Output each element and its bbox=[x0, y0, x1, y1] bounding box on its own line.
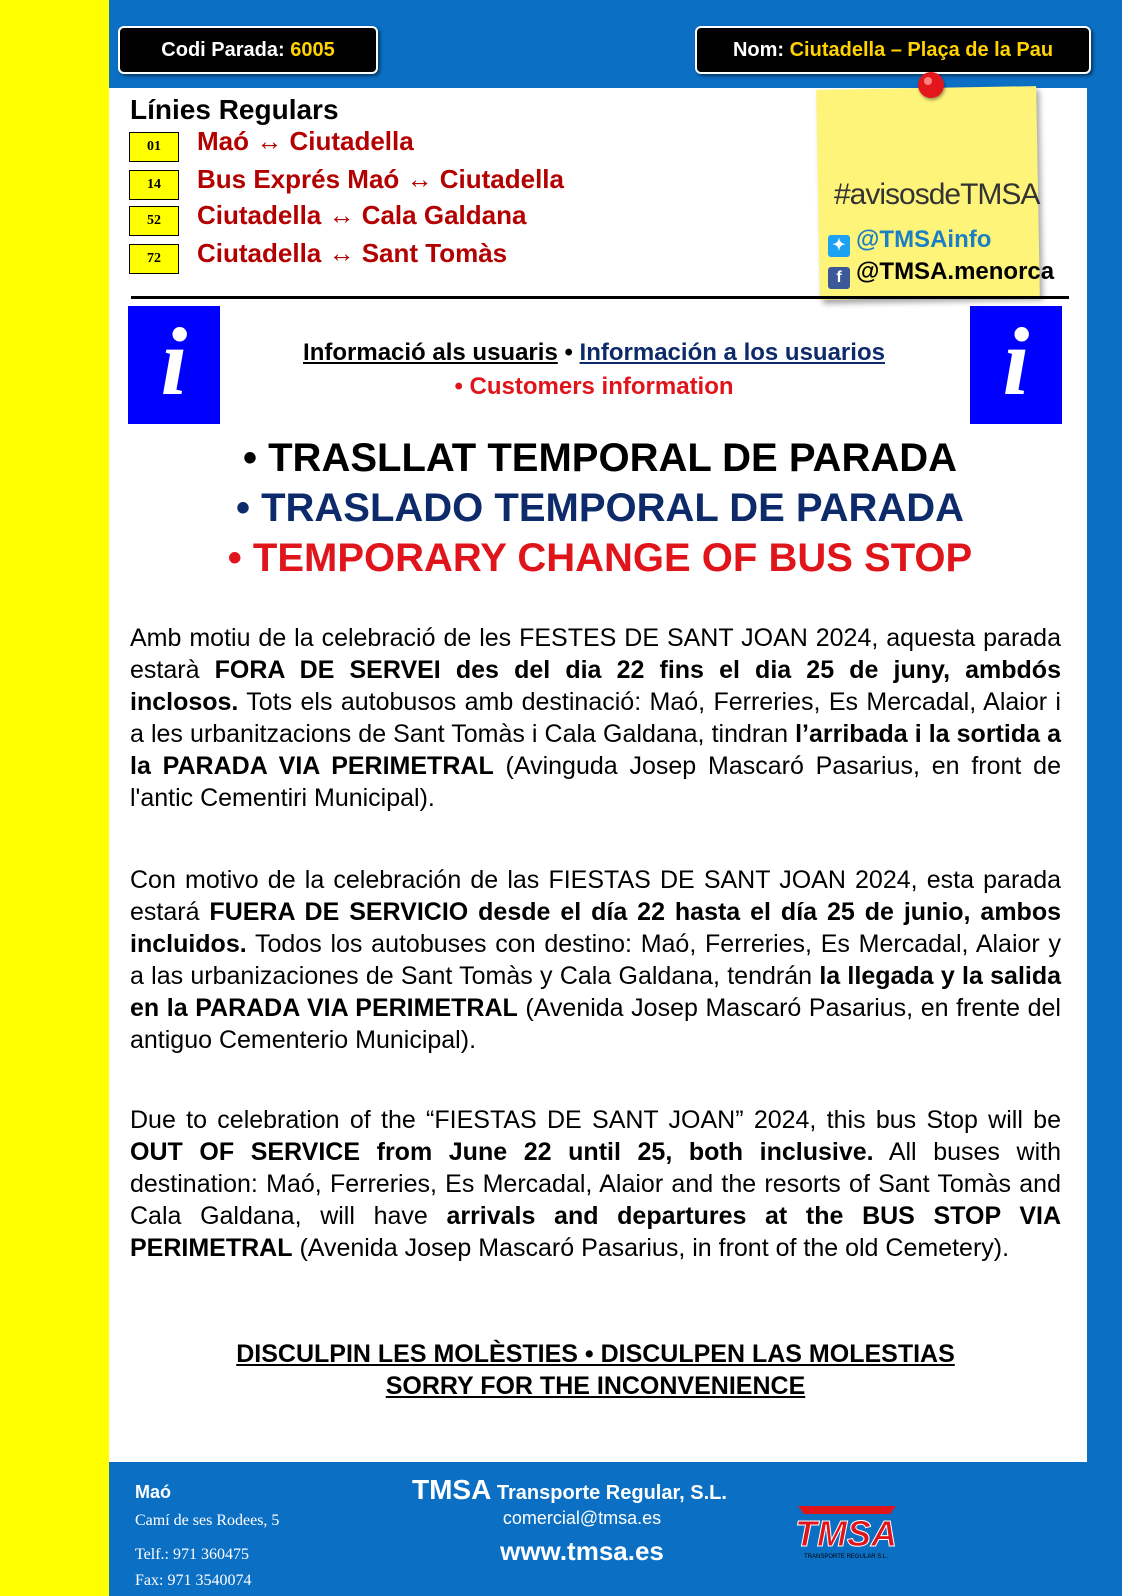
apology-line-2: SORRY FOR THE INCONVENIENCE bbox=[385, 1372, 806, 1400]
logo-text: TMSA bbox=[795, 1513, 897, 1554]
facebook-handle[interactable]: @TMSA.menorca bbox=[856, 258, 1055, 285]
text-run: (Avinguda Josep Mascaró Pasarius, en front de l'antic Cementiri Municipal). bbox=[130, 752, 1061, 812]
info-heading-sep: • bbox=[557, 339, 580, 366]
stop-code-label: Codi Parada: bbox=[161, 39, 285, 61]
bold-run: l’arribada i la sortida a la PARADA VIA PERIMETRAL bbox=[130, 720, 1061, 780]
left-yellow-band bbox=[0, 0, 109, 1596]
headline-en: • TEMPORARY CHANGE OF BUS STOP bbox=[227, 536, 973, 580]
text-run: Amb motiu de la celebració de les FESTES DE SANT JOAN 2024, aquesta parada estarà bbox=[130, 624, 1061, 684]
footer-company bbox=[412, 1474, 727, 1506]
footer-phone: Telf.: 971 360475 bbox=[135, 1546, 249, 1563]
footer-website-link[interactable]: www.tmsa.es bbox=[500, 1536, 664, 1566]
info-heading bbox=[230, 336, 958, 404]
text-run: Tots els autobusos amb destinació: Maó, Ferreries, Es Mercadal, Alaior i a les urbanitzacions de Sant Tomàs i Cala Galdana, tindran bbox=[130, 688, 1061, 748]
bold-run: arrivals and departures at the BUS STOP VIA PERIMETRAL bbox=[130, 1202, 1062, 1262]
info-heading-es: Información a los usuarios bbox=[579, 339, 885, 366]
line-name: Ciutadella ↔ Cala Galdana bbox=[197, 200, 527, 230]
info-heading-en: • Customers information bbox=[454, 373, 734, 400]
line-code-badge: 01 bbox=[129, 132, 179, 162]
tmsa-logo bbox=[790, 1500, 902, 1564]
text-run: (Avenida Josep Mascaró Pasarius, in front of the old Cemetery). bbox=[292, 1234, 1010, 1262]
twitter-icon: ✦ bbox=[828, 235, 850, 257]
footer-address: Camí de ses Rodees, 5 bbox=[135, 1512, 280, 1529]
stop-name-value: Ciutadella – Plaça de la Pau bbox=[789, 39, 1054, 61]
footer-city: Maó bbox=[135, 1482, 171, 1502]
bold-run: la llegada y la salida en la PARADA VIA PERIMETRAL bbox=[130, 962, 1062, 1022]
logo-subtext: TRANSPORTE REGULAR S.L. bbox=[804, 1554, 888, 1560]
company-full-name: Transporte Regular, S.L. bbox=[491, 1482, 727, 1504]
facebook-icon: f bbox=[828, 267, 850, 289]
text-run: Con motivo de la celebración de las FIESTAS DE SANT JOAN 2024, esta parada estará bbox=[130, 866, 1061, 926]
section-divider bbox=[131, 296, 1069, 299]
footer-email-link[interactable]: comercial@tmsa.es bbox=[502, 1508, 662, 1528]
line-code-badge: 72 bbox=[129, 244, 179, 274]
twitter-handle-row[interactable] bbox=[828, 226, 991, 257]
info-icon: i bbox=[970, 306, 1062, 424]
line-name: Maó ↔ Ciutadella bbox=[197, 126, 414, 156]
headline-ca: • TRASLLAT TEMPORAL DE PARADA bbox=[243, 436, 957, 480]
apology-line-1: DISCULPIN LES MOLÈSTIES • DISCULPEN LAS MOLESTIAS bbox=[236, 1340, 955, 1368]
regular-lines-title: Línies Regulars bbox=[130, 94, 339, 125]
stop-code-box bbox=[118, 26, 378, 74]
notice-paragraph-ca bbox=[130, 622, 1061, 814]
info-icon: i bbox=[128, 306, 220, 424]
notice-paragraph-es bbox=[130, 864, 1061, 1056]
line-code-badge: 52 bbox=[129, 206, 179, 236]
push-pin-icon bbox=[918, 72, 944, 98]
twitter-handle[interactable]: @TMSAinfo bbox=[856, 226, 992, 253]
line-code-badge: 14 bbox=[129, 170, 179, 200]
text-run: (Avenida Josep Mascaró Pasarius, en frente del antiguo Cementerio Municipal). bbox=[130, 994, 1061, 1054]
notice-paragraph-en bbox=[130, 1104, 1061, 1264]
headline-es: • TRASLADO TEMPORAL DE PARADA bbox=[235, 486, 965, 530]
line-name: Bus Exprés Maó ↔ Ciutadella bbox=[197, 164, 564, 194]
line-name: Ciutadella ↔ Sant Tomàs bbox=[197, 238, 508, 268]
stop-name-label: Nom: bbox=[732, 39, 785, 61]
stop-code-value: 6005 bbox=[290, 39, 335, 61]
text-run: All buses with destination: Maó, Ferreries, Es Mercadal, Alaior and the resorts of Sant Tomàs and Cala Galdana, will have bbox=[130, 1138, 1061, 1230]
bold-run: FUERA DE SERVICIO desde el día 22 hasta el día 25 de junio, ambos incluidos. bbox=[130, 898, 1061, 958]
text-run: Todos los autobuses con destino: Maó, Ferreries, Es Mercadal, Alaior y a las urbanizaciones de Sant Tomàs y Cala Galdana, tendrán bbox=[130, 930, 1061, 990]
info-heading-ca: Informació als usuaris bbox=[303, 339, 558, 366]
note-hashtag: #avisosdeTMSA bbox=[834, 178, 1040, 211]
footer-fax: Fax: 971 3540074 bbox=[135, 1572, 252, 1589]
facebook-handle-row[interactable] bbox=[828, 258, 1054, 289]
text-run: Due to celebration of the “FIESTAS DE SANT JOAN” 2024, this bus Stop will be bbox=[130, 1106, 1061, 1134]
company-short-name: TMSA bbox=[412, 1474, 492, 1505]
stop-name-box bbox=[695, 26, 1091, 74]
bold-run: OUT OF SERVICE from June 22 until 25, both inclusive. bbox=[130, 1138, 874, 1166]
bold-run: FORA DE SERVEI des del dia 22 fins el dia 25 de juny, ambdós inclosos. bbox=[130, 656, 1061, 716]
